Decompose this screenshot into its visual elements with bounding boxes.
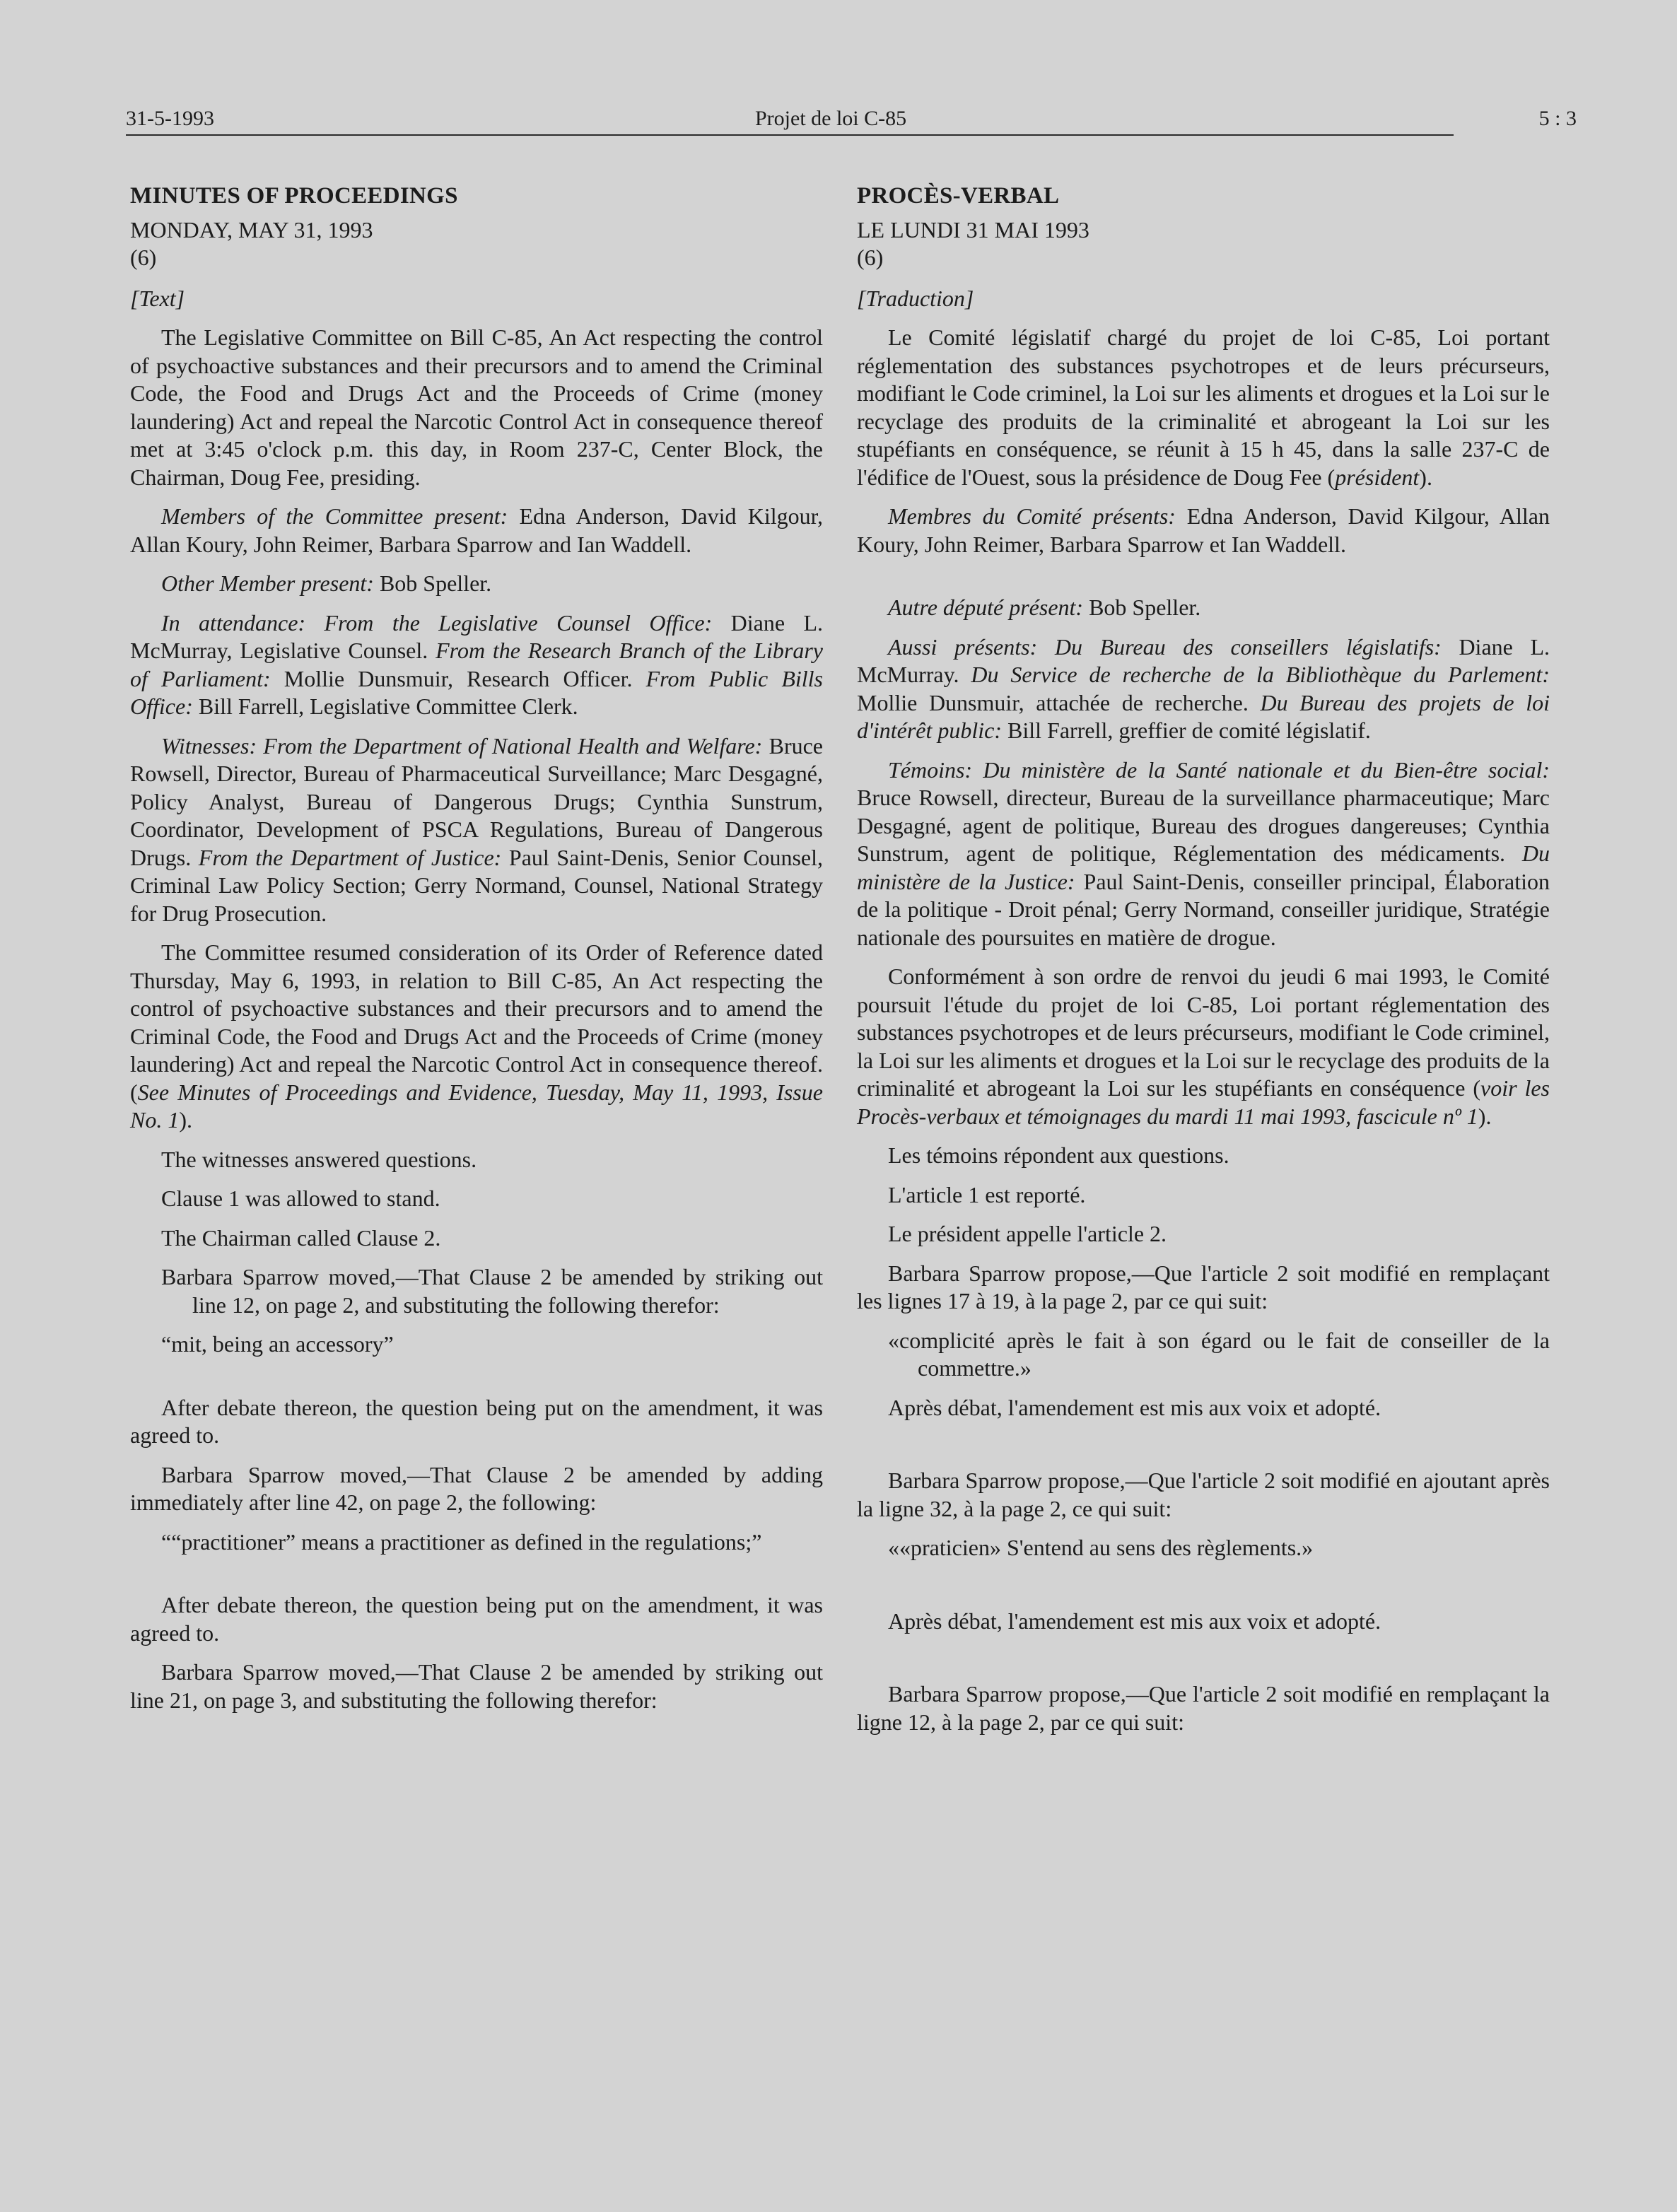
english-witnesses-answered: The witnesses answered questions. (161, 1146, 477, 1172)
french-motion-3: Barbara Sparrow propose,—Que l'article 2 soit modifié en remplaçant la ligne 12, à la page 2, par ce qui suit: (857, 1681, 1550, 1735)
english-meeting-number: (6) (130, 245, 157, 270)
english-opening: The Legislative Committee on Bill C-85, An Act respecting the control of psychoactive substances and their precursors and to amend the Criminal Code, the Food and Drugs Act and the Proceeds of Crime (money laundering) Act and repeal the Narcotic Control Act in consequence thereof met at 3:45 o'clock p.m. this day, in Room 237-C, Center Block, the Chairman, Doug Fee, presiding. (130, 324, 823, 490)
french-witnesses: Témoins: Du ministère de la Santé nationale et du Bien-être social: Bruce Rowsell, directeur, Bureau de la surveillance pharmaceutique; Marc Desgagné, agent de politique, Bureau des drogues dangereuses; Cynthia Sunstrum, agent de politique, Réglementation des médicaments. Du ministère de la Justice: Paul Saint-Denis, conseiller principal, Élaboration de la politique - Droit pénal; Gerry Normand, conseiller juridique, Stratégie nationale des poursuites en matière de drogue. (857, 756, 1550, 950)
english-column (130, 182, 823, 1726)
french-text-tag: [Traduction] (857, 285, 974, 311)
french-quote-1: «complicité après le fait à son égard ou le fait de conseiller de la commettre.» (888, 1327, 1550, 1381)
english-clause1-stand: Clause 1 was allowed to stand. (161, 1186, 440, 1211)
header-rule (126, 134, 1454, 136)
english-motion-3: Barbara Sparrow moved,—That Clause 2 be amended by striking out line 21, on page 3, and substituting the following therefor: (130, 1659, 823, 1713)
french-resumed: Conformément à son ordre de renvoi du jeudi 6 mai 1993, le Comité poursuit l'étude du projet de loi C-85, Loi portant réglementation des substances psychotropes et de leurs précurseurs, modifiant le Code criminel, la Loi sur les aliments et drogues et la Loi sur le recyclage des produits de la criminalité et abrogeant la Loi sur les stupéfiants en conséquence (voir les Procès-verbaux et témoignages du mardi 11 mai 1993, fascicule nº 1). (857, 964, 1550, 1129)
french-motion-1: Barbara Sparrow propose,—Que l'article 2 soit modifié en remplaçant les lignes 17 à 19, à la page 2, par ce qui suit: (857, 1260, 1550, 1313)
french-date-line: LE LUNDI 31 MAI 1993 (857, 216, 1089, 242)
english-chairman-called: The Chairman called Clause 2. (161, 1224, 441, 1251)
english-quote-2: ““practitioner” means a practitioner as defined in the regulations;” (161, 1528, 762, 1555)
french-quote-2: ««praticien» S'entend au sens des règlements.» (888, 1535, 1314, 1560)
french-heading: PROCÈS-VERBAL (857, 183, 1060, 209)
english-witnesses: Witnesses: From the Department of National Health and Welfare: Bruce Rowsell, Director, Bureau of Pharmaceutical Surveillance; Marc Desgagné, Policy Analyst, Bureau of Dangerous Drugs; Cynthia Sunstrum, Coordinator, Development of PSCA Regulations, Bureau of Dangerous Drugs. From the Department of Justice: Paul Saint-Denis, Senior Counsel, Criminal Law Policy Section; Gerry Normand, Counsel, National Strategy for Drug Prosecution. (130, 732, 824, 926)
english-agreed-1: After debate thereon, the question being put on the amendment, it was agreed to. (130, 1394, 823, 1448)
english-quote-1: “mit, being an accessory” (161, 1331, 394, 1357)
english-date-line: MONDAY, MAY 31, 1993 (130, 216, 373, 242)
english-agreed-2: After debate thereon, the question being put on the amendment, it was agreed to. (130, 1592, 823, 1646)
english-other-member: Other Member present: Bob Speller. (161, 570, 492, 596)
header-page-number: 5 : 3 (1538, 107, 1577, 130)
french-chairman-called: Le président appelle l'article 2. (888, 1221, 1167, 1246)
header-title: Projet de loi C-85 (755, 107, 907, 130)
french-opening: Le Comité législatif chargé du projet de loi C-85, Loi portant réglementation des substances psychotropes et de leurs précurseurs, modifiant le Code criminel, la Loi sur les aliments et drogues et la Loi sur le recyclage des produits de la criminalité et abrogeant la Loi sur les stupéfiants en conséquence, se réunit à 15 h 45, dans la salle 237-C de l'édifice de l'Ouest, sous la présidence de Doug Fee (président). (857, 324, 1550, 490)
french-members: Membres du Comité présents: Edna Anderson, David Kilgour, Allan Koury, John Reimer, Barbara Sparrow et Ian Waddell. (857, 503, 1550, 557)
english-motion-1: Barbara Sparrow moved,—That Clause 2 be amended by striking out line 12, on page 2, and substituting the following therefor: (161, 1264, 823, 1318)
english-motion-2: Barbara Sparrow moved,—That Clause 2 be amended by adding immediately after line 42, on page 2, the following: (130, 1461, 823, 1515)
french-column (857, 182, 1550, 1748)
english-resumed: The Committee resumed consideration of its Order of Reference dated Thursday, May 6, 1993, in relation to Bill C-85, An Act respecting the control of psychoactive substances and their precursors and to amend the Criminal Code, the Food and Drugs Act and the Proceeds of Crime (money laundering) Act and repeal the Narcotic Control Act in consequence thereof. (See Minutes of Proceedings and Evidence, Tuesday, May 11, 1993, Issue No. 1). (130, 940, 823, 1133)
header-date: 31-5-1993 (126, 107, 214, 130)
french-meeting-number: (6) (857, 245, 884, 270)
french-agreed-1: Après débat, l'amendement est mis aux voix et adopté. (888, 1394, 1381, 1420)
french-witnesses-answered: Les témoins répondent aux questions. (888, 1142, 1229, 1168)
french-clause1-stand: L'article 1 est reporté. (888, 1181, 1086, 1207)
french-other-member: Autre député présent: Bob Speller. (888, 595, 1201, 620)
french-agreed-2: Après débat, l'amendement est mis aux voix et adopté. (888, 1608, 1381, 1634)
french-motion-2: Barbara Sparrow propose,—Que l'article 2 soit modifié en ajoutant après la ligne 32, à la page 2, ce qui suit: (857, 1468, 1550, 1521)
english-text-tag: [Text] (130, 285, 185, 311)
english-attendance: In attendance: From the Legislative Counsel Office: Diane L. McMurray, Legislative Counsel. From the Research Branch of the Library of Parliament: Mollie Dunsmuir, Research Officer. From Public Bills Office: Bill Farrell, Legislative Committee Clerk. (130, 609, 824, 719)
english-members: Members of the Committee present: Edna Anderson, David Kilgour, Allan Koury, John Reimer, Barbara Sparrow and Ian Waddell. (130, 503, 823, 557)
french-attendance: Aussi présents: Du Bureau des conseillers législatifs: Diane L. McMurray. Du Service de recherche de la Bibliothèque du Parlement: Mollie Dunsmuir, attachée de recherche. Du Bureau des projets de loi d'intérêt public: Bill Farrell, greffier de comité législatif. (857, 633, 1550, 743)
page-header (126, 105, 1577, 136)
english-heading: MINUTES OF PROCEEDINGS (130, 183, 458, 209)
